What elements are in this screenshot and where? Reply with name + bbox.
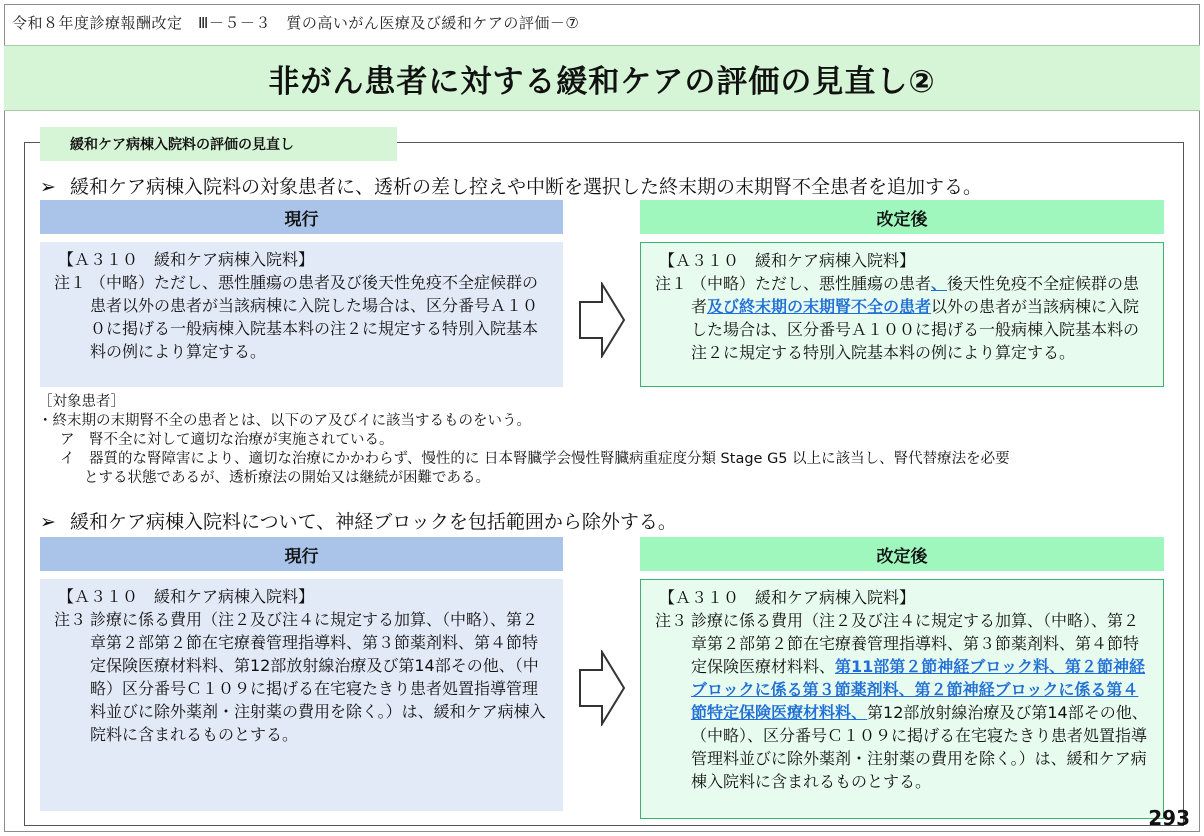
code-title: 【Ａ３１０ 緩和ケア病棟入院料】 xyxy=(659,588,916,607)
revised-column-header: 改定後 xyxy=(640,537,1164,571)
highlighted-change: 、 xyxy=(931,274,948,293)
revised-text-panel xyxy=(640,579,1164,819)
note-label: 注３ xyxy=(655,611,688,630)
page-title: 非がん患者に対する緩和ケアの評価の見直し② xyxy=(268,63,936,100)
code-title: 【Ａ３１０ 緩和ケア病棟入院料】 xyxy=(58,250,315,269)
highlighted-change: 第11部第２節神経ブロック料、第２節神経ブロックに係る第３節薬剤料、第２節神経ブロックに係る第４節特定保険医療材料料、 xyxy=(691,657,1145,722)
target-item-b-cont: とする状態であるが、透析療法の開始又は継続が困難である。 xyxy=(84,470,490,486)
code-title: 【Ａ３１０ 緩和ケア病棟入院料】 xyxy=(58,587,315,606)
note-row xyxy=(655,609,1153,793)
current-text-panel xyxy=(40,242,563,387)
note-text: 以外の患者が当該病棟に入院した場合は、区分番号Ａ１００に掲げる一般病棟入院基本料の注２に規定する特別入院基本料の例により算定する。 xyxy=(691,297,1140,362)
revised-column-header: 改定後 xyxy=(640,200,1164,234)
current-column-header: 現行 xyxy=(40,537,563,571)
note-row xyxy=(54,271,553,363)
note-body xyxy=(691,609,1153,793)
target-patients xyxy=(38,393,1178,488)
right-arrow-icon xyxy=(578,282,626,358)
note-body: 診療に係る費用（注２及び注４に規定する加算、（中略）、第２章第２部第２節在宅療養管理指導料、第３節薬剤料、第４節特定保険医療材料料、第12部放射線治療及び第14部その他、（中略）区分番号Ｃ１０９に掲げる在宅寝たきり患者処置指導管理料並びに除外薬剤・注射薬の費用を除く。）は、緩和ケア病棟入院料に含まれるものとする。 xyxy=(90,610,546,744)
bullet-text: 緩和ケア病棟入院料の対象患者に、透析の差し控えや中断を選択した終末期の末期腎不全患者を追加する。 xyxy=(70,176,983,198)
note-text: 後天性免疫不全症候群の患者 xyxy=(691,274,1140,316)
note-text: 診療に係る費用（注２及び注４に規定する加算、（中略）、第２章第２部第２節在宅療養管理指導料、第３節薬剤料、第４節特定保険医療材料料、 xyxy=(691,611,1140,676)
note-row xyxy=(54,608,553,746)
target-intro: ・終末期の末期腎不全の患者とは、以下のア及びイに該当するものをいう。 xyxy=(38,413,531,429)
title-banner xyxy=(4,45,1200,111)
highlighted-change: 及び終末期の末期腎不全の患者 xyxy=(707,297,932,316)
note-label: 注３ xyxy=(54,610,87,629)
bullet-item xyxy=(40,507,677,534)
note-row xyxy=(655,272,1153,364)
right-arrow-icon xyxy=(578,650,626,726)
page-number: 293 xyxy=(1148,806,1190,830)
code-title: 【Ａ３１０ 緩和ケア病棟入院料】 xyxy=(659,251,916,270)
revised-text-panel xyxy=(640,242,1164,387)
current-column-header: 現行 xyxy=(40,200,563,234)
section-tag: 緩和ケア病棟入院料の評価の見直し xyxy=(40,127,397,161)
note-text: 第12部放射線治療及び第14部その他、（中略）、区分番号Ｃ１０９に掲げる在宅寝たきり患者処置指導管理料並びに除外薬剤・注射薬の費用を除く。）は、緩和ケア病棟入院料に含まれるものとする。 xyxy=(691,703,1148,791)
current-text-panel xyxy=(40,579,563,811)
note-body: （中略）ただし、悪性腫瘍の患者及び後天性免疫不全症候群の患者以外の患者が当該病棟に入院した場合は、区分番号Ａ１００に掲げる一般病棟入院基本料の注２に規定する特別入院基本料の例により算定する。 xyxy=(90,273,539,361)
note-text: （中略）ただし、悪性腫瘍の患者 xyxy=(691,274,932,293)
note-label: 注１ xyxy=(655,274,688,293)
note-label: 注１ xyxy=(54,273,87,292)
note-body xyxy=(691,272,1153,364)
target-item-b: イ 器質的な腎障害により、適切な治療にかかわらず、慢性的に 日本腎臓学会慢性腎臓病重症度分類 Stage G5 以上に該当し、腎代替療法を必要 xyxy=(60,451,1010,467)
target-item-a: ア 腎不全に対して適切な治療が実施されている。 xyxy=(60,432,394,448)
bullet-item xyxy=(40,172,982,199)
bullet-text: 緩和ケア病棟入院料について、神経ブロックを包括範囲から除外する。 xyxy=(70,511,677,533)
breadcrumb: 令和８年度診療報酬改定 Ⅲ－５－３ 質の高いがん医療及び緩和ケアの評価－⑦ xyxy=(12,14,580,32)
bullet-arrow-icon: ➢ xyxy=(40,511,56,533)
bullet-arrow-icon: ➢ xyxy=(40,176,56,198)
target-heading: ［対象患者］ xyxy=(38,394,125,410)
